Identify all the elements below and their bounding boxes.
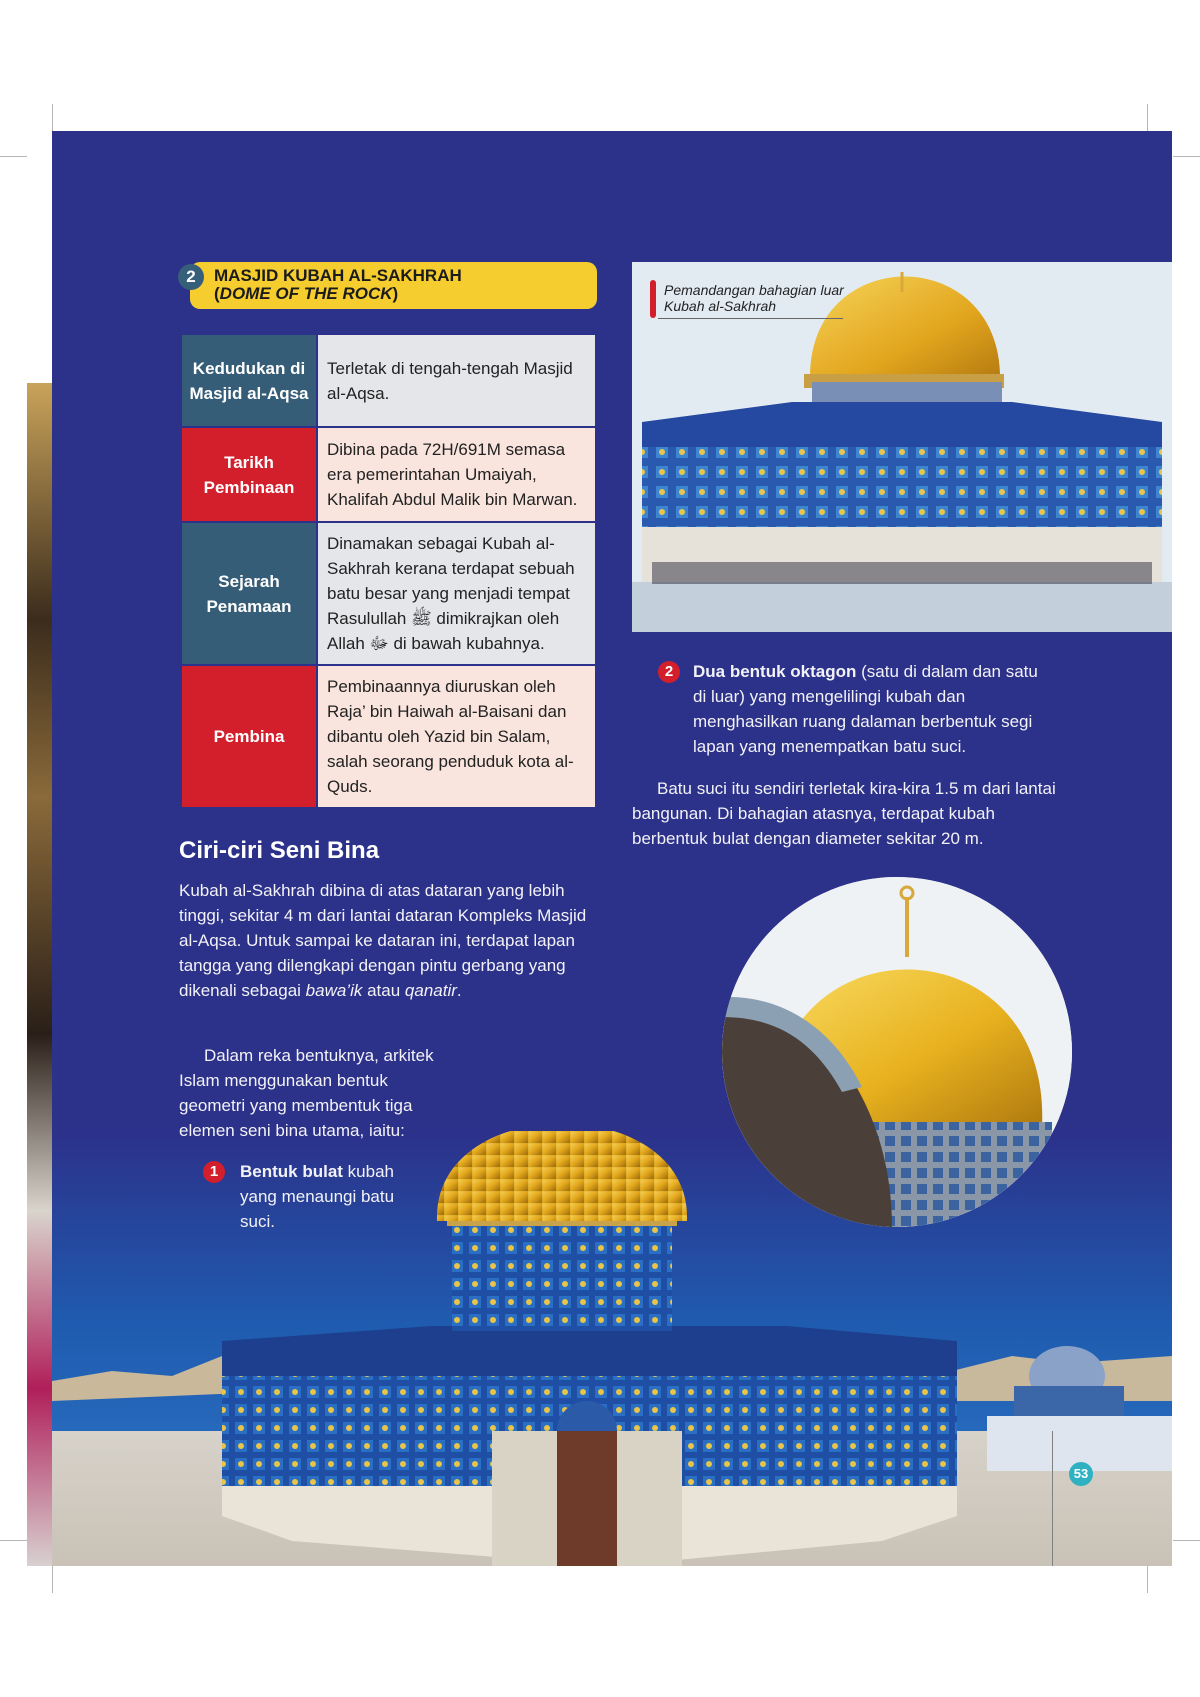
crop-mark — [1147, 104, 1148, 131]
item-number-badge: 2 — [658, 661, 680, 683]
row-label: Tarikh Pembinaan — [181, 427, 317, 522]
crop-mark — [1147, 1566, 1148, 1593]
architecture-item-2: Dua bentuk oktagon (satu di dalam dan satu di luar) yang mengelilingi kubah dan menghasilkan ruang dalaman berbentuk segi lapan yang menempatkan batu suci. — [693, 662, 1038, 756]
architecture-paragraph-3: Batu suci itu sendiri terletak kira-kira 1.5 m dari lantai bangunan. Di bahagian atasnya, terdapat kubah berbentuk bulat dengan diameter sekitar 20 m. — [632, 779, 1056, 848]
crop-mark — [0, 1540, 27, 1541]
page-number-badge: 53 — [1069, 1462, 1093, 1486]
architecture-paragraph-1: Kubah al-Sakhrah dibina di atas dataran yang lebih tinggi, sekitar 4 m dari lantai dataran Kompleks Masjid al-Aqsa. Untuk sampai ke dataran ini, terdapat lapan tangga yang dilengkapi dengan pintu gerbang yang dikenali sebagai bawa’ik atau qanatir. — [179, 881, 587, 1000]
caption-underline — [658, 318, 843, 319]
section-number-badge: 2 — [178, 264, 204, 290]
architecture-paragraph-2: Dalam reka bentuknya, arkitek Islam menggunakan bentuk geometri yang membentuk tiga elemen seni bina utama, iaitu: — [179, 1046, 434, 1140]
architecture-heading: Ciri-ciri Seni Bina — [179, 837, 380, 864]
photo-caption: Pemandangan bahagian luar Kubah al-Sakhrah — [664, 282, 844, 314]
section-title-line2: (DOME OF THE ROCK) — [214, 284, 399, 303]
table-row — [181, 665, 596, 808]
row-value: Terletak di tengah-tengah Masjid al-Aqsa. — [317, 334, 596, 427]
page-panel — [52, 131, 1172, 1566]
architecture-item-1: Bentuk bulat kubah yang menaungi batu suci. — [240, 1162, 395, 1231]
table-row — [181, 522, 596, 665]
crop-mark — [1173, 156, 1200, 157]
row-label: Sejarah Penamaan — [181, 522, 317, 665]
table-row — [181, 427, 596, 522]
info-table — [180, 333, 597, 809]
facing-page-photo-strip — [27, 383, 52, 1566]
crop-mark — [0, 156, 27, 157]
crop-mark — [52, 104, 53, 131]
exterior-view-photo — [632, 262, 1172, 632]
main-dome-photo — [52, 1131, 1172, 1566]
row-label: Kedudukan di Masjid al-Aqsa — [181, 334, 317, 427]
crop-mark — [52, 1566, 53, 1593]
row-value: Dibina pada 72H/691M semasa era pemerintahan Umaiyah, Khalifah Abdul Malik bin Marwan. — [317, 427, 596, 522]
row-label: Pembina — [181, 665, 317, 808]
section-title — [214, 267, 462, 303]
crop-mark — [1173, 1540, 1200, 1541]
section-title-line1: MASJID KUBAH AL-SAKHRAH — [214, 266, 462, 285]
item-number-badge: 1 — [203, 1161, 225, 1183]
page-fold-line — [1052, 1431, 1053, 1566]
caption-accent-bar — [650, 280, 656, 318]
table-row — [181, 334, 596, 427]
dome-closeup-photo — [722, 877, 1072, 1227]
row-value: Pembinaannya diuruskan oleh Raja’ bin Haiwah al-Baisani dan dibantu oleh Yazid bin Salam, salah seorang penduduk kota al-Quds. — [317, 665, 596, 808]
row-value: Dinamakan sebagai Kubah al-Sakhrah kerana terdapat sebuah batu besar yang menjadi tempat Rasulullah ﷺ dimikrajkan oleh Allah ﷻ di bawah kubahnya. — [317, 522, 596, 665]
